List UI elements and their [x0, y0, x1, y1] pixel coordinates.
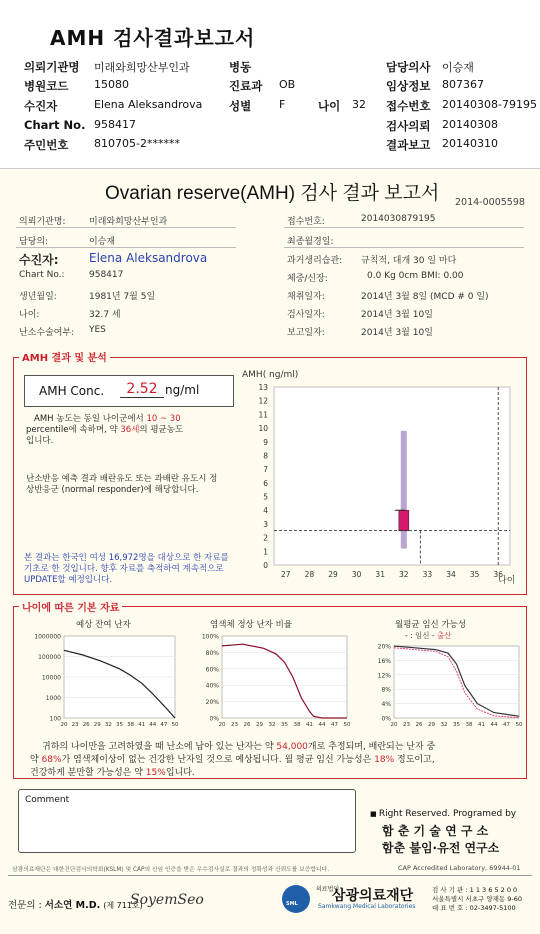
lab-info	[432, 886, 522, 913]
x-tick-label: 29	[428, 722, 435, 728]
field-value: YES	[89, 325, 106, 335]
x-tick-label: 50	[343, 722, 351, 728]
patient-label: 수진자:	[19, 253, 59, 267]
text: 약	[30, 755, 39, 765]
page-title: AMH 검사결과보고서	[50, 26, 256, 50]
x-tick-label: 35	[116, 722, 123, 728]
field-value: 20140308	[442, 118, 498, 131]
rights-text: Right Reserved. Programed by	[378, 809, 517, 819]
conc-unit: ng/ml	[165, 383, 200, 397]
x-tick-label: 26	[415, 722, 423, 728]
x-tick-label: 36	[493, 570, 503, 579]
x-tick-label: 32	[440, 722, 448, 728]
rights: ■ Right Reserved. Programed by	[370, 809, 517, 819]
percentile-range: 10 ~ 30	[146, 414, 181, 424]
field-value: 2014년 3월 8일 (MCD # 0 일)	[361, 292, 489, 302]
field-label: Chart No.:	[19, 270, 65, 280]
amh-section-label: AMH 결과 및 분석	[19, 349, 110, 364]
x-tick-label: 29	[256, 722, 263, 728]
report-title: Ovarian reserve(AMH) 검사 결과 보고서	[105, 183, 440, 204]
chart3-title: 월평균 임신 가능성	[395, 620, 467, 630]
logo-name: 삼광의료재단	[332, 888, 414, 904]
x-tick-label: 29	[328, 570, 338, 579]
x-tick-label: 30	[351, 570, 362, 579]
birth-percent: 15%	[145, 768, 166, 778]
pregnancy-chance-chart	[364, 640, 524, 733]
x-tick-label: 20	[390, 722, 398, 728]
chart2-title: 염색체 정상 난자 비율	[210, 620, 293, 630]
x-tick-label: 35	[281, 722, 288, 728]
chart1-title: 예상 잔여 난자	[76, 620, 131, 630]
doctor-number: (제 711호)	[103, 901, 143, 910]
y-tick-label: 100%	[201, 633, 219, 641]
field-label: 보고일자:	[287, 328, 325, 338]
divider	[16, 227, 236, 228]
x-tick-label: 33	[422, 570, 433, 579]
y-tick-label: 5	[263, 492, 268, 502]
basics-section-label: 나이에 따른 기본 자료	[19, 599, 122, 614]
doctor-line	[8, 897, 143, 911]
y-tick-label: 7	[263, 465, 268, 475]
remaining-eggs-chart	[20, 628, 180, 733]
field-label: 접수번호:	[287, 217, 325, 227]
y-tick-label: 12	[258, 396, 268, 406]
text: 입니다.	[165, 768, 195, 778]
comment-label: Comment	[25, 795, 70, 805]
footer-divider	[8, 875, 532, 876]
y-tick-label: 60%	[205, 666, 219, 674]
field-value: 이승재	[442, 61, 474, 74]
amh-note: 본 결과는 한국인 여성 16,972명을 대상으로 한 자료를 기초로 한 것입니다. 향후 자료를 축적하여 계속적으로 UPDATE할 예정입니다.	[24, 553, 229, 585]
age-value: 32	[352, 98, 366, 111]
normal-egg-ratio-chart	[192, 628, 352, 733]
x-tick-label: 31	[375, 570, 385, 579]
normal-egg-percent: 68%	[41, 755, 62, 765]
lab-info-line: 검 사 기 관 : 1 1 3 6 5 2 0 0	[432, 886, 518, 894]
x-tick-label: 41	[306, 722, 313, 728]
field-label: 성별	[229, 99, 252, 113]
doctor-name: 서소연 M.D.	[44, 900, 101, 911]
logo-english: Samkwang Medical Laboratories	[318, 903, 416, 910]
field-value: 810705-2******	[94, 137, 180, 150]
text: 가 염색체이상이 없는 건강한 난자일 것으로 예상됩니다. 월 평균 임신 가능성은	[61, 755, 372, 765]
basics-summary	[30, 741, 520, 780]
amh-response: 난소반응 예측 결과 배란유도 또는 과배란 유도시 정상반응군 (normal responder)에 해당합니다.	[26, 474, 218, 495]
field-label: 과거생리습관:	[287, 256, 343, 266]
x-tick-label: 28	[304, 570, 315, 579]
samkwang-logo-icon: SML	[282, 885, 310, 913]
field-value: 807367	[442, 78, 484, 91]
x-tick-label: 44	[149, 722, 157, 728]
plot-area	[222, 636, 347, 718]
y-tick-label: 80%	[205, 649, 219, 657]
institute-1: 함 춘 기 술 연 구 소	[382, 824, 489, 838]
divider	[284, 247, 524, 248]
text: 개로 추정되며, 배란되는 난자 중	[307, 742, 436, 752]
y-tick-label: 20%	[377, 643, 391, 651]
y-tick-label: 40%	[205, 682, 219, 690]
lab-info-line: 서울특별시 서초구 양재동 9-60	[432, 895, 523, 903]
y-tick-label: 4%	[381, 701, 391, 709]
pregnancy-percent: 18%	[374, 755, 395, 765]
text: 귀하의 나이만을 고려하였을 때 난소에 남아 있는 난자는 약	[42, 742, 274, 752]
field-label: 체중/신장:	[287, 274, 328, 284]
field-value: 958417	[94, 118, 136, 131]
field-value: 958417	[89, 270, 124, 280]
x-tick-label: 47	[331, 722, 338, 728]
x-tick-label: 34	[446, 570, 456, 579]
field-label: 병원코드	[24, 79, 69, 93]
field-value: 20140310	[442, 137, 498, 150]
field-value: 이승재	[89, 237, 116, 247]
x-tick-label: 32	[268, 722, 276, 728]
y-tick-label: 10	[258, 424, 268, 434]
field-value: F	[279, 98, 286, 111]
amh-x-ticks	[281, 570, 503, 579]
y-tick-label: 4	[263, 506, 268, 516]
eggs-count: 54,000	[276, 742, 308, 752]
lab-info-line: 대 표 번 호 : 02-3497-5100	[432, 904, 516, 912]
field-value: 32.7 세	[89, 310, 121, 320]
plot-area	[274, 387, 510, 565]
field-value: 2014년 3월 10일	[361, 328, 433, 338]
field-value: 1981년 7월 5일	[89, 292, 156, 302]
x-tick-label: 23	[231, 722, 238, 728]
text: 입니다.	[26, 436, 54, 446]
amh-x-label: 나이	[498, 576, 516, 586]
field-label: 결과보고	[386, 138, 431, 152]
x-tick-label: 38	[293, 722, 301, 728]
field-value: 2014년 3월 10일	[361, 310, 433, 320]
y-tick-label: 1	[263, 547, 268, 557]
field-label: 나이:	[19, 310, 40, 320]
y-tick-label: 0%	[209, 715, 219, 723]
field-value: 20140308-79195	[442, 98, 537, 111]
y-tick-label: 13	[258, 383, 268, 392]
x-tick-label: 50	[171, 722, 179, 728]
amh-chart-grid	[274, 387, 510, 565]
field-label: 생년월일:	[19, 292, 57, 302]
age-label: 나이	[318, 99, 341, 113]
plot-area	[394, 646, 519, 718]
text: 정도이고,	[397, 755, 435, 765]
text: percentile에 속하며, 약	[26, 425, 118, 435]
x-tick-label: 38	[127, 722, 135, 728]
y-tick-label: 0	[263, 561, 268, 570]
field-value: 미래와희망산부인과	[89, 217, 168, 227]
x-tick-label: 32	[399, 570, 409, 579]
x-tick-label: 50	[515, 722, 523, 728]
y-tick-label: 20%	[205, 699, 219, 707]
x-tick-label: 35	[469, 570, 480, 579]
field-label: 난소수술여부:	[19, 328, 75, 338]
institute-2: 함춘 불임·유전 연구소	[382, 841, 500, 855]
y-tick-label: 10000	[41, 674, 61, 682]
text: 건강하게 분만할 가능성은 약	[30, 768, 143, 778]
x-tick-label: 20	[218, 722, 226, 728]
y-tick-label: 16%	[377, 657, 391, 665]
field-value: 규칙적, 대개 30 일 마다	[361, 256, 457, 266]
y-tick-label: 8%	[381, 686, 391, 694]
x-tick-label: 47	[160, 722, 168, 728]
amh-conc-box	[24, 375, 234, 407]
field-value: Elena Aleksandrova	[94, 98, 203, 111]
x-tick-label: 26	[243, 722, 251, 728]
conc-label: AMH Conc.	[39, 384, 105, 398]
divider	[284, 227, 524, 228]
field-value: 미래와희망산부인과	[94, 61, 190, 74]
field-label: 진료과	[229, 79, 263, 93]
field-value: OB	[279, 78, 296, 91]
amh-chart	[232, 365, 522, 590]
field-label: 담당의:	[19, 237, 49, 247]
field-label: 검사의뢰	[386, 119, 431, 133]
y-tick-label: 11	[258, 410, 268, 420]
y-tick-label: 1000000	[34, 633, 61, 641]
legend-pregnancy: 임신	[415, 631, 430, 640]
x-tick-label: 44	[490, 722, 498, 728]
x-tick-label: 32	[104, 722, 112, 728]
iqr-bar	[399, 510, 409, 531]
x-tick-label: 20	[60, 722, 68, 728]
amh-y-ticks	[258, 383, 268, 570]
field-label: 임상정보	[386, 79, 431, 93]
conc-value: 2.52	[120, 381, 164, 398]
y-tick-label: 100	[49, 715, 61, 723]
chart3-legend: - : 임신 - 출산	[405, 631, 452, 640]
y-tick-label: 100000	[38, 654, 61, 661]
field-label: 의뢰기관명:	[19, 217, 66, 227]
field-label: 병동	[229, 60, 252, 74]
x-tick-label: 23	[71, 722, 79, 728]
field-label: 최종월경일:	[287, 237, 334, 247]
x-tick-label: 47	[503, 722, 510, 728]
y-tick-label: 3	[263, 519, 268, 529]
y-tick-label: 8	[263, 451, 268, 461]
field-label: 검사일자:	[287, 310, 325, 320]
y-tick-label: 2	[263, 533, 268, 543]
field-label: 수진자	[24, 99, 58, 113]
x-tick-label: 29	[93, 722, 101, 728]
x-tick-label: 35	[453, 722, 460, 728]
signature: SoyemSeo	[130, 892, 204, 908]
y-tick-label: 12%	[377, 672, 391, 680]
doctor-label: 전문의 :	[8, 900, 42, 911]
divider	[16, 247, 236, 248]
amh-interpretation	[26, 414, 226, 447]
y-tick-label: 1000	[45, 695, 61, 702]
field-label: 주민번호	[24, 138, 69, 152]
field-value: 15080	[94, 78, 129, 91]
x-tick-label: 41	[138, 722, 146, 728]
logo-small: 의료법인	[316, 886, 340, 893]
field-label: Chart No.	[24, 118, 86, 132]
x-tick-label: 26	[82, 722, 90, 728]
report-number: 2014-0005598	[455, 197, 525, 208]
cap-note: CAP Accredited Laboratory, 69944-01	[398, 864, 521, 872]
y-tick-label: 9	[263, 437, 268, 447]
patient-name: Elena Aleksandrova	[89, 251, 208, 265]
field-label: 접수번호	[386, 99, 431, 113]
x-tick-label: 23	[403, 722, 410, 728]
amh-chart-title: AMH( ng/ml)	[242, 370, 299, 380]
text: 의 평균농도	[139, 425, 184, 435]
y-tick-label: 0%	[381, 715, 391, 723]
x-tick-label: 44	[318, 722, 326, 728]
y-tick-label: 6	[263, 478, 268, 488]
cert-note: 삼광의료재단은 대한진단검사의학회(KSLM) 및 CAP의 신임 인증을 받은 우수검사실로 결과의 정확성과 신뢰도를 보증합니다.	[12, 867, 330, 873]
field-label: 담당의사	[386, 60, 431, 74]
field-label: 채취일자:	[287, 292, 325, 302]
x-tick-label: 27	[281, 570, 291, 579]
legend-birth: 출산	[437, 631, 452, 640]
x-tick-label: 41	[478, 722, 485, 728]
comment-box[interactable]	[18, 789, 356, 853]
text: AMH 농도는 동일 나이군에서	[34, 414, 144, 424]
equivalent-age: 36세	[120, 425, 140, 435]
x-tick-label: 38	[465, 722, 473, 728]
field-value: 0.0 Kg 0cm BMI: 0.00	[367, 271, 464, 281]
field-value: 2014030879195	[361, 214, 436, 224]
field-label: 의뢰기관명	[24, 60, 80, 74]
